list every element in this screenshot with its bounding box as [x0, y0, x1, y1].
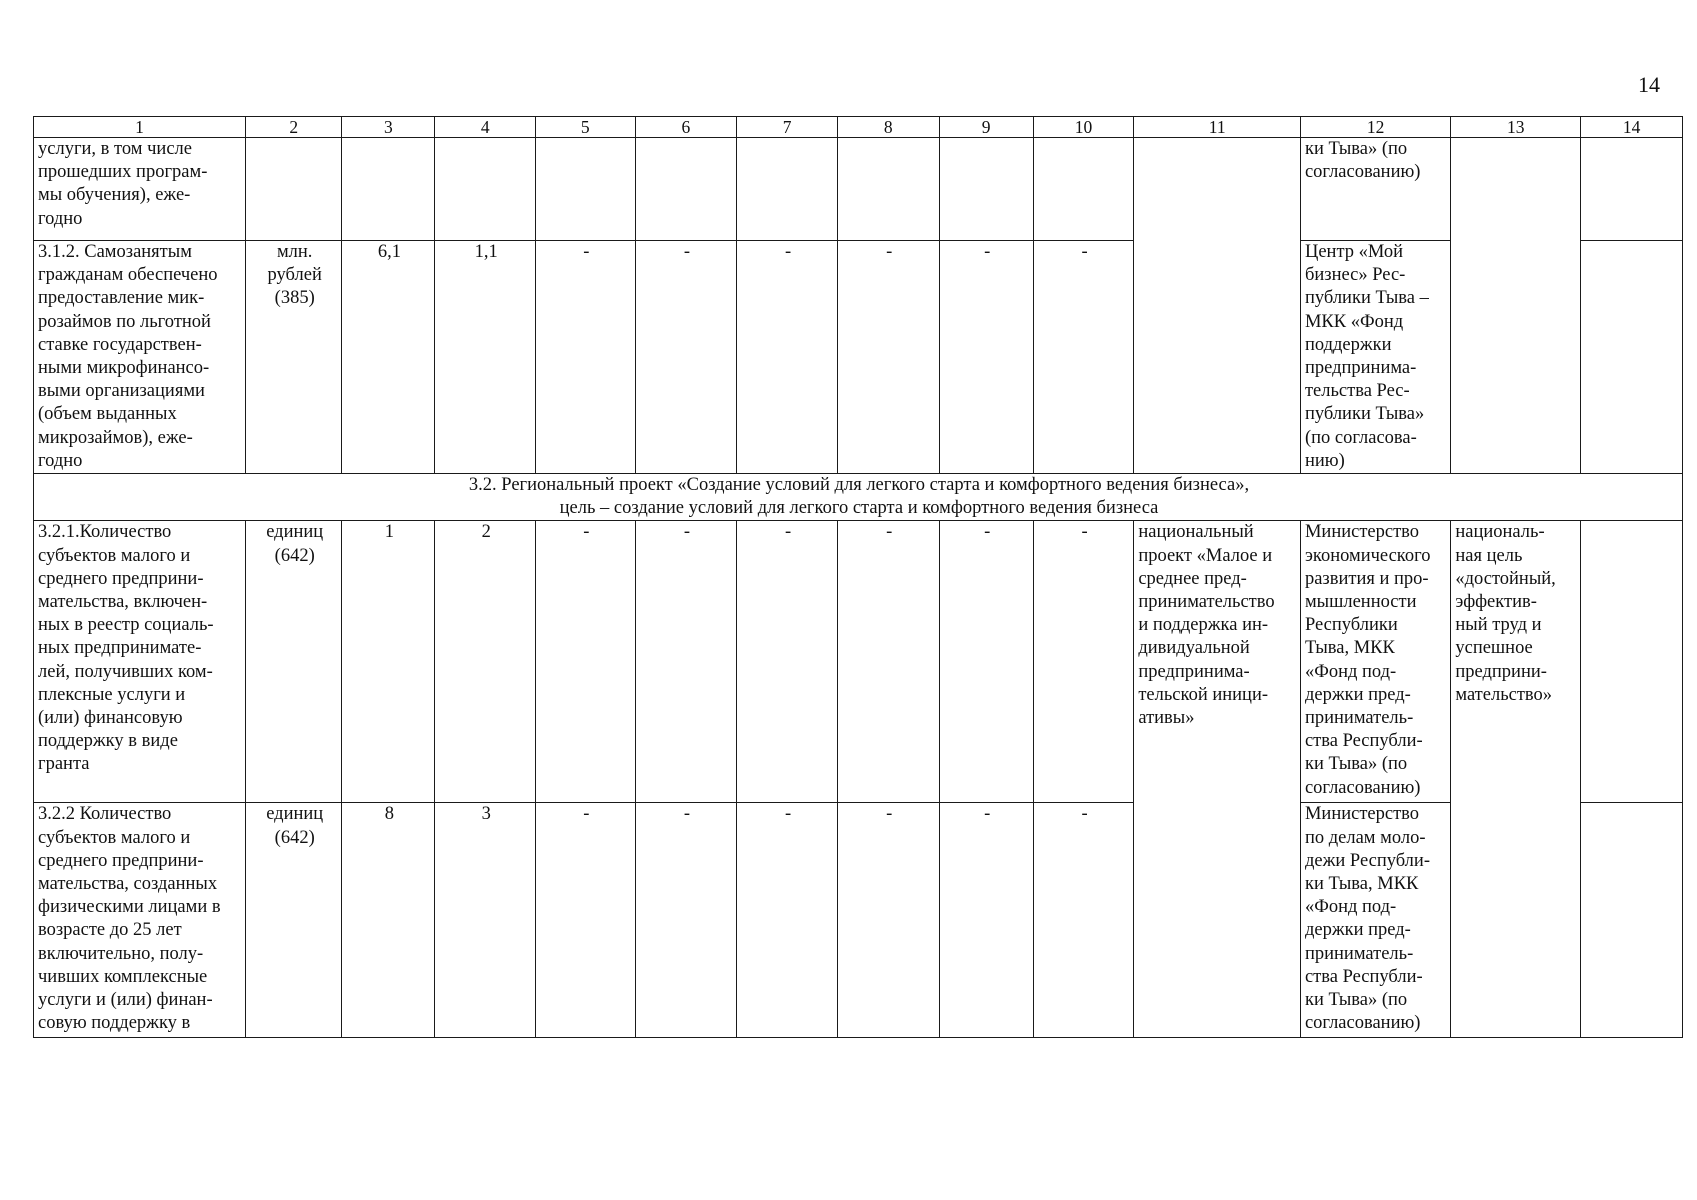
header-cell: 9: [939, 117, 1033, 138]
header-cell: 5: [536, 117, 636, 138]
header-cell: 10: [1033, 117, 1134, 138]
unit-of-measure: млн. рублей (385): [246, 241, 342, 474]
indicators-table: [33, 116, 1683, 1038]
value-cell: -: [837, 803, 939, 1038]
value-cell: -: [536, 521, 636, 803]
table-cell: [342, 138, 435, 241]
value-cell: -: [837, 241, 939, 474]
header-cell: 2: [246, 117, 342, 138]
header-cell: 4: [435, 117, 536, 138]
table-cell: [435, 138, 536, 241]
value-cell: 8: [342, 803, 435, 1038]
table-cell: [1451, 138, 1581, 474]
table-cell: [1033, 138, 1134, 241]
value-cell: -: [536, 803, 636, 1038]
value-cell: 1,1: [435, 241, 536, 474]
value-cell: -: [939, 521, 1033, 803]
table-cell: [1581, 241, 1683, 474]
header-cell: 13: [1451, 117, 1581, 138]
header-cell: 12: [1300, 117, 1450, 138]
responsible-executor: Министерство экономического развития и про- мышленности Республики Тыва, МКК «Фонд под- держки пред- приниматель- ства Республи- ки Тыва» (по согласованию): [1300, 521, 1450, 803]
section-heading: 3.2. Региональный проект «Создание условий для легкого старта и комфортного ведения бизнеса», цель – создание условий для легкого старта и комфортного ведения бизнеса: [34, 474, 1683, 521]
value-cell: -: [1033, 241, 1134, 474]
table-row: [34, 138, 1683, 241]
value-cell: -: [737, 521, 838, 803]
value-cell: -: [837, 521, 939, 803]
value-cell: -: [635, 803, 737, 1038]
table-cell: [1134, 138, 1301, 474]
header-cell: 1: [34, 117, 246, 138]
indicator-name: услуги, в том числе прошедших програм- мы обучения), еже- годно: [34, 138, 246, 241]
header-cell: 6: [635, 117, 737, 138]
header-cell: 7: [737, 117, 838, 138]
header-cell: 11: [1134, 117, 1301, 138]
header-row: [34, 117, 1683, 138]
table-cell: [837, 138, 939, 241]
table-row: [34, 803, 1683, 1038]
table-cell: [1581, 803, 1683, 1038]
header-cell: 8: [837, 117, 939, 138]
value-cell: -: [939, 241, 1033, 474]
table-row: [34, 521, 1683, 803]
table-cell: [939, 138, 1033, 241]
responsible-executor: ки Тыва» (по согласованию): [1300, 138, 1450, 241]
unit-of-measure: единиц (642): [246, 803, 342, 1038]
value-cell: -: [737, 241, 838, 474]
value-cell: -: [939, 803, 1033, 1038]
national-project: национальный проект «Малое и среднее пред- принимательство и поддержка ин- дивидуальной предпринима- тельской иници- ативы»: [1134, 521, 1301, 1038]
section-row: [34, 474, 1683, 521]
value-cell: 3: [435, 803, 536, 1038]
indicator-name: 3.2.1.Количество субъектов малого и среднего предприни- мательства, включен- ных в реестр социаль- ных предпринимате- лей, получивших ком- плексные услуги и (или) финансовую поддержку в виде гранта: [34, 521, 246, 803]
value-cell: -: [1033, 521, 1134, 803]
value-cell: 6,1: [342, 241, 435, 474]
header-cell: 14: [1581, 117, 1683, 138]
table-cell: [536, 138, 636, 241]
page-number: 14: [1638, 72, 1660, 97]
header-cell: 3: [342, 117, 435, 138]
responsible-executor: Министерство по делам моло- дежи Республи- ки Тыва, МКК «Фонд под- держки пред- приниматель- ства Республи- ки Тыва» (по согласованию): [1300, 803, 1450, 1038]
table-cell: [635, 138, 737, 241]
national-goal: националь- ная цель «достойный, эффектив- ный труд и успешное предприни- мательство»: [1451, 521, 1581, 1038]
value-cell: -: [635, 521, 737, 803]
value-cell: 1: [342, 521, 435, 803]
responsible-executor: Центр «Мой бизнес» Рес- публики Тыва – МКК «Фонд поддержки предпринима- тельства Рес- публики Тыва» (по согласова- нию): [1300, 241, 1450, 474]
table-cell: [246, 138, 342, 241]
value-cell: -: [737, 803, 838, 1038]
table-cell: [1581, 521, 1683, 803]
value-cell: 2: [435, 521, 536, 803]
table-cell: [737, 138, 838, 241]
table-cell: [1581, 138, 1683, 241]
indicator-name: 3.2.2 Количество субъектов малого и среднего предприни- мательства, созданных физическими лицами в возрасте до 25 лет включительно, полу- чивших комплексные услуги и (или) финан- совую поддержку в: [34, 803, 246, 1038]
value-cell: -: [536, 241, 636, 474]
indicator-name: 3.1.2. Самозанятым гражданам обеспечено предоставление мик- розаймов по льготной ставке государствен- ными микрофинансо- выми организациями (объем выданных микрозаймов), еже- годно: [34, 241, 246, 474]
value-cell: -: [1033, 803, 1134, 1038]
unit-of-measure: единиц (642): [246, 521, 342, 803]
value-cell: -: [635, 241, 737, 474]
table-row: [34, 241, 1683, 474]
